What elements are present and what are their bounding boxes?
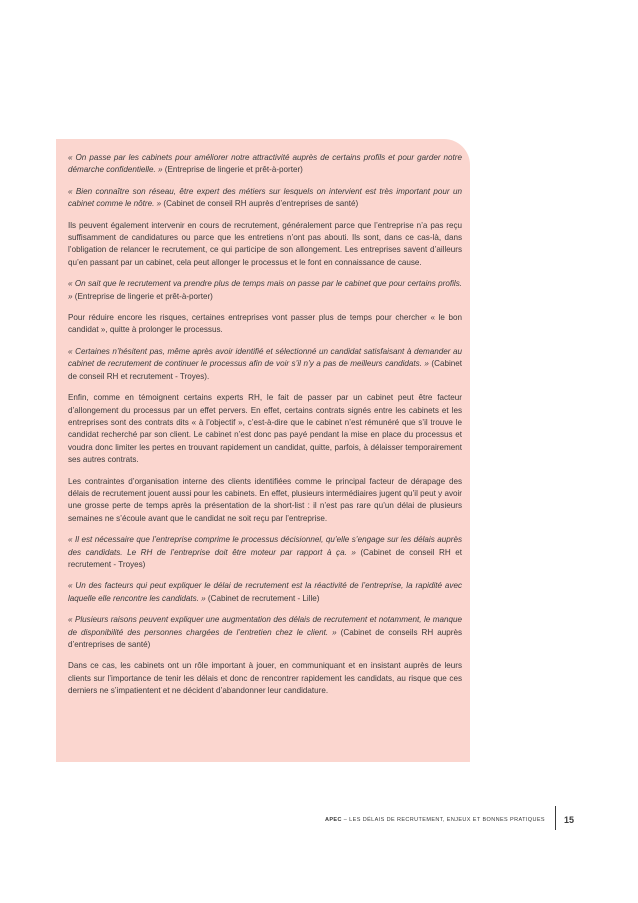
text-paragraph: Enfin, comme en témoignent certains experts RH, le fait de passer par un cabinet peut être facteur d’allongement du processus par un effet pervers. En effet, certains contrats signés entre les cabinets et les entreprises sont des contrats dits « à l’objectif », c’est-à-dire que le cabinet n’est rémunéré que s’il trouve le candidat recherché par son client. Le cabinet n’est donc pas payé pendant la mise en place du processus et voudra donc limiter les pertes en trouvant rapidement un candidat, quitte, parfois, à délaisser temporairement ses autres contrats. xyxy=(68,393,462,465)
text-paragraph: Pour réduire encore les risques, certaines entreprises vont passer plus de temps pour chercher « le bon candidat », quitte à prolonger le processus. xyxy=(68,313,462,335)
body-text xyxy=(68,152,462,707)
quote-paragraph: « Il est nécessaire que l’entreprise comprime le processus décisionnel, qu’elle s’engage sur les délais auprès des candidats. Le RH de l’entreprise doit être moteur par rapport à ça. » (Cabinet de conseil RH et recrutement - Troyes) xyxy=(68,535,462,569)
quote-paragraph: « Un des facteurs qui peut expliquer le délai de recrutement est la réactivité de l’entreprise, la rapidité avec laquelle elle rencontre les candidats. » (Cabinet de recrutement - Lille) xyxy=(68,581,462,603)
text-paragraph: Ils peuvent également intervenir en cours de recrutement, généralement parce que l’entreprise n’a pas reçu suffisamment de candidatures ou parce que les entretiens n’ont pas abouti. Ils sont, dans ce cas-là, dans l’obligation de relancer le recrutement, ce qui participe de son allongement. Les entreprises savent d’ailleurs qu’en passant par un cabinet, cela peut allonger le processus et le font en connaissance de cause. xyxy=(68,220,462,267)
page-footer xyxy=(325,813,574,827)
quote-paragraph: « On passe par les cabinets pour améliorer notre attractivité auprès de certains profils et pour garder notre démarche confidentielle. » (Entreprise de lingerie et prêt-à-porter) xyxy=(68,153,462,175)
page-number: 15 xyxy=(563,815,574,825)
quote-paragraph: « Bien connaître son réseau, être expert des métiers sur lesquels on intervient est très important pour un cabinet comme le nôtre. » (Cabinet de conseil RH auprès d’entreprises de santé) xyxy=(68,186,462,209)
text-paragraph: Les contraintes d’organisation interne des clients identifiées comme le principal facteur de dérapage des délais de recrutement jouent aussi pour les cabinets. En effet, plusieurs intermédiaires jugent qu’il peut y avoir une grosse perte de temps après la présentation de la short-list : il n’est pas rare qu’un délai de plusieurs semaines ne s’écoule avant que le candidat ne soit reçu par l’entreprise. xyxy=(68,476,462,523)
footer-title: LES DÉLAIS DE RECRUTEMENT, ENJEUX ET BONNES PRATIQUES xyxy=(349,817,545,823)
quote-paragraph: « Plusieurs raisons peuvent expliquer une augmentation des délais de recrutement et notamment, le manque de disponibilité des personnes chargées de l’entretien chez le client. » (Cabinet de conseils RH auprès d’entreprises de santé) xyxy=(68,615,462,649)
footer-brand: APEC xyxy=(324,817,342,823)
text-paragraph: Dans ce cas, les cabinets ont un rôle important à jouer, en communiquant et en insistant auprès de leurs clients sur l’importance de tenir les délais et donc de rencontrer rapidement les candidats, au risque que ces derniers ne s’impatientent et ne décident d’abandonner leur candidature. xyxy=(68,661,462,696)
footer-divider xyxy=(555,806,556,830)
footer-running-title xyxy=(325,817,545,823)
quote-paragraph: « On sait que le recrutement va prendre plus de temps mais on passe par le cabinet que pour certains profils. » (Entreprise de lingerie et prêt-à-porter) xyxy=(68,279,462,301)
footer-separator: – xyxy=(341,817,350,823)
quote-paragraph: « Certaines n’hésitent pas, même après avoir identifié et sélectionné un candidat satisfaisant à demander au cabinet de recrutement de continuer le processus afin de voir s’il n’y a pas de meilleurs candidats. » (Cabinet de conseil RH et recrutement - Troyes). xyxy=(68,346,462,381)
